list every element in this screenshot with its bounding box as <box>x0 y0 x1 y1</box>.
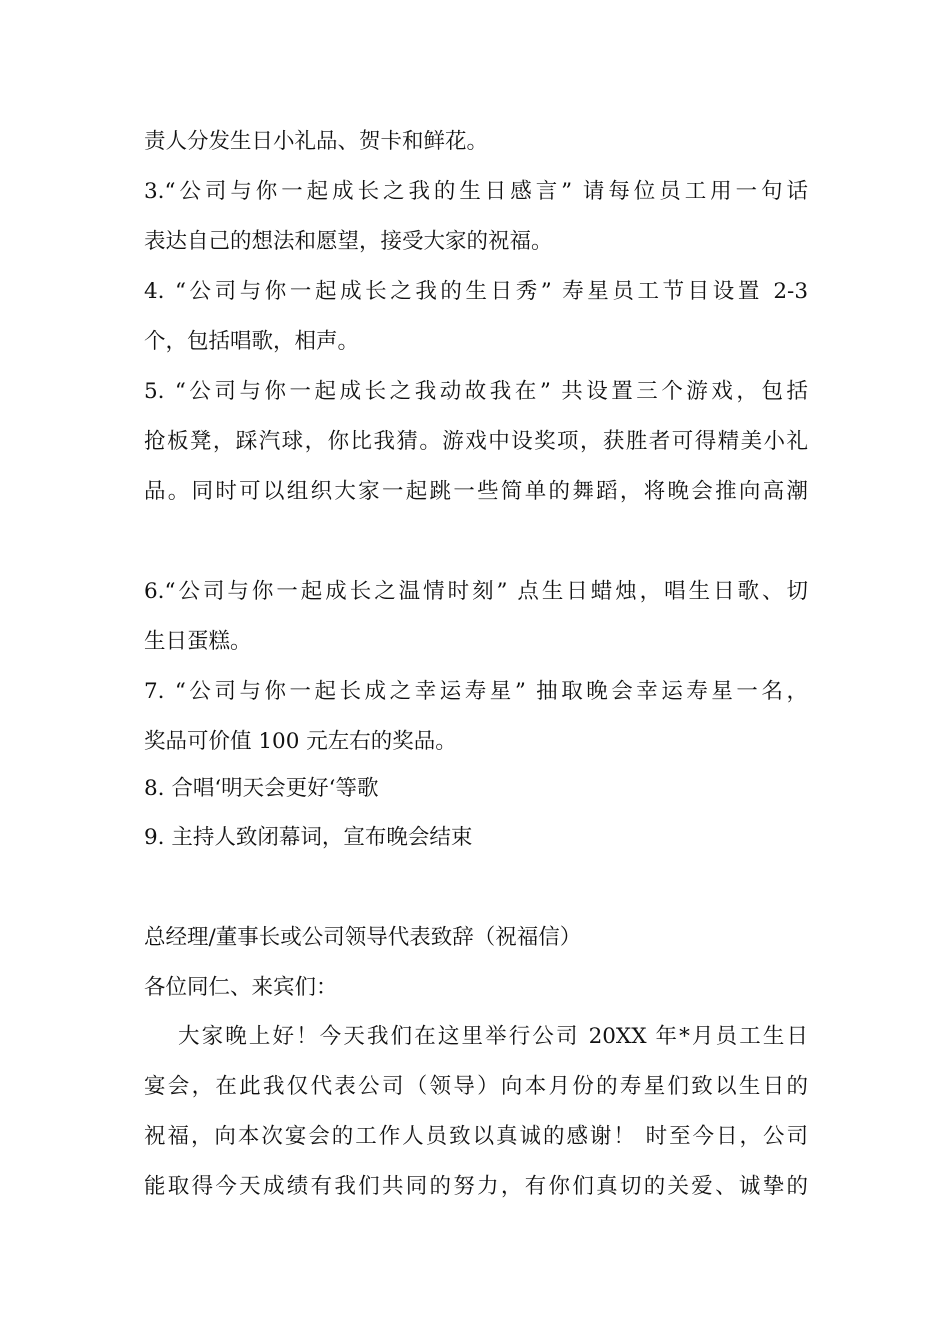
text-line: 4. “公司与你一起成长之我的生日秀” 寿星员工节目设置 2-3 <box>144 279 808 304</box>
letter-salutation: 各位同仁、来宾们： <box>144 975 338 1000</box>
text-line: 生日蛋糕。 <box>144 629 252 654</box>
text-line: 能取得今天成绩有我们共同的努力，有你们真切的关爱、诚挚的 <box>144 1174 808 1199</box>
text-line: 祝福，向本次宴会的工作人员致以真诚的感谢！ 时至今日，公司 <box>144 1124 808 1149</box>
text-line: 个，包括唱歌，相声。 <box>144 329 360 354</box>
text-line: 宴会，在此我仅代表公司（领导）向本月份的寿星们致以生日的 <box>144 1074 808 1099</box>
text-line: 表达自己的想法和愿望，接受大家的祝福。 <box>144 229 553 254</box>
text-line: 8. 合唱‘明天会更好‘等歌 <box>144 776 379 801</box>
text-line: 7. “公司与你一起长成之幸运寿星” 抽取晚会幸运寿星一名， <box>144 679 808 704</box>
text-line: 奖品可价值 100 元左右的奖品。 <box>144 729 457 754</box>
text-line: 抢板凳，踩汽球，你比我猜。游戏中设奖项，获胜者可得精美小礼 <box>144 429 808 454</box>
text-line: 大家晚上好！今天我们在这里举行公司 20XX 年*月员工生日 <box>178 1024 808 1049</box>
text-line: 责人分发生日小礼品、贺卡和鲜花。 <box>144 129 489 154</box>
text-line: 品。同时可以组织大家一起跳一些简单的舞蹈，将晚会推向高潮 <box>144 479 808 504</box>
letter-heading: 总经理/董事长或公司领导代表致辞（祝福信） <box>144 925 582 950</box>
text-line: 5. “公司与你一起成长之我动故我在” 共设置三个游戏，包括 <box>144 379 808 404</box>
text-line: 3.“公司与你一起成长之我的生日感言” 请每位员工用一句话 <box>144 179 808 204</box>
text-line: 6.“公司与你一起成长之温情时刻” 点生日蜡烛，唱生日歌、切 <box>144 579 808 604</box>
text-line: 9. 主持人致闭幕词，宣布晚会结束 <box>144 825 473 850</box>
